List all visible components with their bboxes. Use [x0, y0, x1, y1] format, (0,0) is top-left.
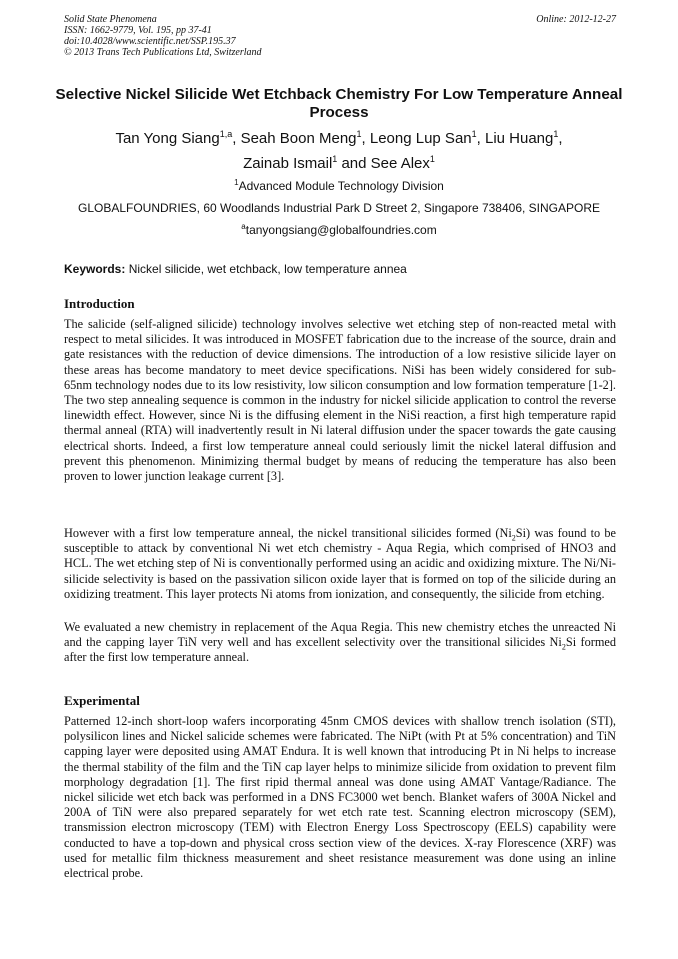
author-email: $^a$tanyongsiang@globalfoundries.com [241, 222, 437, 237]
paper-title: Selective Nickel Silicide Wet Etchback Chemistry For Low Temperature Anneal Process [55, 86, 623, 121]
journal-issn: ISSN: 1662-9779, Vol. 195, pp 37-41 [64, 25, 212, 36]
experimental-heading: Experimental [64, 693, 140, 708]
introduction-paragraph-2: However with a first low temperature anneal, the nickel transitional silicides formed $(Ni_2Si)$ was found to be susceptible to attack by conventional Ni wet etch chemistry - Aqua Regia, which comprised of HNO3 and HCL. The wet etching step of Ni is conventionally performed using an acidic and oxidizing mixture. The Ni/Ni-silicide selectivity is based on the passivation silicon oxide layer that is formed on top of the silicide during an oxidizing treatment. This layer protects Ni atoms from ionization, and consequently, the silicide from etching. [64, 526, 616, 601]
author-name: Seah Boon Meng$^1$ [240, 129, 362, 147]
author-list [40, 126, 638, 176]
affiliation-division: $^1$Advanced Module Technology Division [234, 178, 444, 193]
author-name: Leong Lup San$^1$ [369, 129, 477, 147]
introduction-paragraph-3: We evaluated a new chemistry in replacement of the Aqua Regia. This new chemistry etches the unreacted Ni and the capping layer TiN very well and has excellent selectivity over the transitional silicides $Ni_2Si$ formed after the first low temperature anneal. [64, 620, 616, 665]
author-line-2: Zainab Ismail$^1$ and See Alex$^1$ [243, 154, 435, 172]
article-doi: doi:10.4028/www.scientific.net/SSP.195.37 [64, 36, 236, 47]
copyright-line: © 2013 Trans Tech Publications Ltd, Switzerland [64, 47, 262, 58]
online-date: Online: 2012-12-27 [536, 14, 616, 25]
journal-metadata [64, 14, 616, 58]
author-line-1: Tan Yong Siang$^{1,a}$, Seah Boon Meng$^1$, Leong Lup San$^1$, Liu Huang$^1$, [115, 129, 563, 147]
affiliation-address: GLOBALFOUNDRIES, 60 Woodlands Industrial Park D Street 2, Singapore 738406, SINGAPORE [77, 201, 601, 215]
author-name: Liu Huang$^1$ [484, 129, 559, 147]
journal-name: Solid State Phenomena [64, 14, 157, 25]
keywords-label: Keywords: [64, 262, 126, 276]
author-name: Tan Yong Siang$^{1,a}$ [115, 129, 233, 147]
author-name: See Alex$^1$ [370, 154, 435, 172]
experimental-paragraph-1: Patterned 12-inch short-loop wafers incorporating 45nm CMOS devices with shallow trench isolation (STI), polysilicon lines and Nickel salicide schemes were fabricated. The NiPt (with Pt at 5% concentration) and TiN capping layer were deposited using AMAT Endura. It is well known that introducing Pt in Ni helps to increase the thermal stability of the film and the TiN cap layer helps to minimize silicide from oxidation to prevent film morphology degradation [1]. The first ripid thermal anneal was done using AMAT Vantage/Radiance. The nickel silicide wet etch back was performed in a DNS FC3000 wet bench. Blanket wafers of 300A Nickel and 200A of TiN were also prepared separately for wet etch rate test. Scanning electron microscopy (SEM), transmission electron microscopy (TEM) with Electron Energy Loss Spectroscopy (EELS) capability were conducted to have a top-down and physical cross section view of the devices. X-ray Florescence (XRF) was used for metallic film thickness measurement and sheet resistance measurement was done using an inline electrical probe. [64, 714, 616, 881]
introduction-paragraph-1: The salicide (self-aligned silicide) technology involves selective wet etching step of non-reacted metal with respect to metal silicides. It was introduced in MOSFET fabrication due to the increase of the source, drain and gate resistances with the reduction of device dimensions. The introduction of a low resistive silicide layer on these areas has become mandatory to meet device specifications. NiSi has been widely considered for sub-65nm technology nodes due to its low resistivity, low silicon consumption and low formation temperature [1-2]. The two step annealing sequence is common in the industry for nickel silicide application to control the reverse linewidth effect. However, since Ni is the diffusing element in the NiSi reaction, a first high temperature rapid thermal anneal (RTA) will inadvertently result in Ni lateral diffusion under the spacer towards the gate causing electrical shorts. Indeed, a first low temperature anneal could seriously limit the nickel lateral diffusion and prevent this phenomenon. Minimizing thermal budget by means of reducing the temperature has also been proven to lower junction leakage current [3]. [64, 317, 616, 484]
keywords-text: Nickel silicide, wet etchback, low temperature annea [128, 262, 407, 276]
author-name: Zainab Ismail$^1$ [243, 154, 338, 172]
keywords [64, 262, 616, 276]
introduction-heading: Introduction [64, 296, 135, 311]
